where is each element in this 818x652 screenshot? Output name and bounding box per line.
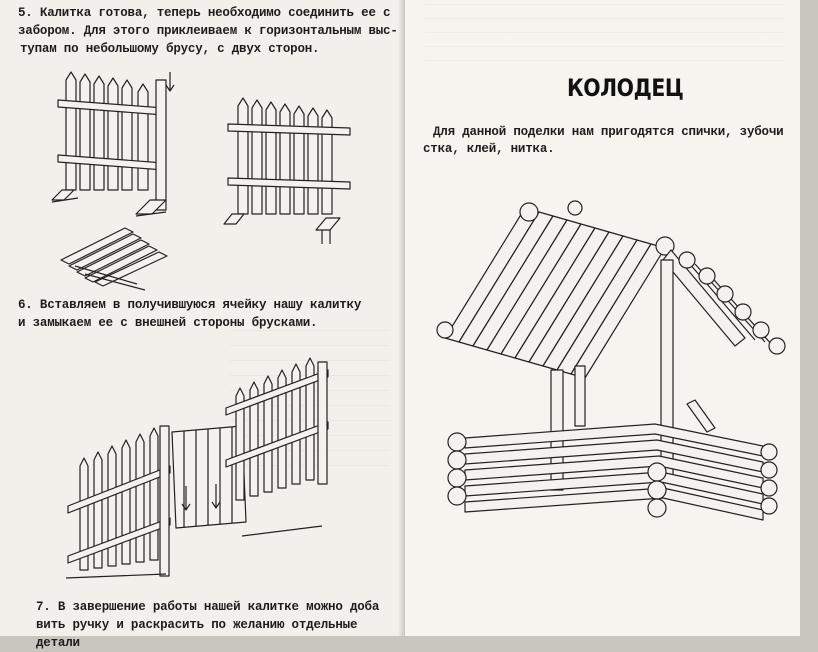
- step-6-text: [18, 296, 361, 332]
- step-7-text: [36, 598, 405, 652]
- left-page: [0, 0, 405, 650]
- step-7-line-1: 7. В завершение работы нашей калитке можно доба: [36, 600, 380, 614]
- step-5-line-3: тупам по небольшому брусу, с двух сторон.: [20, 42, 320, 56]
- intro-text: [423, 124, 818, 158]
- fence-crossbar-illustration: [226, 92, 356, 252]
- gate-inserted-illustration: [66, 356, 336, 596]
- step-6-line-1: 6. Вставляем в получившуюся ячейку нашу калитку: [18, 298, 362, 312]
- bleed-through-texture-top: [425, 4, 785, 74]
- well-illustration: [425, 190, 795, 530]
- step-7-line-2: вить ручку и раскрасить по желанию отдельные детали: [36, 618, 358, 650]
- intro-line-2: стка, клей, нитка.: [423, 142, 555, 156]
- planks-illustration: [55, 222, 175, 292]
- page-title: КОЛОДЕЦ: [567, 74, 684, 102]
- intro-line-1: Для данной поделки нам пригодятся спички, зубочи: [433, 125, 784, 139]
- step-5-line-1: 5. Калитка готова, теперь необходимо соединить ее с: [18, 6, 391, 20]
- step-5-text: [18, 4, 398, 58]
- step-5-line-2: забором. Для этого приклеиваем к горизонтальным выс-: [18, 24, 398, 38]
- step-6-line-2: и замыкаем ее с внешней стороны брусками.: [18, 316, 318, 330]
- gate-attached-illustration: [52, 60, 182, 230]
- right-page: [405, 0, 800, 636]
